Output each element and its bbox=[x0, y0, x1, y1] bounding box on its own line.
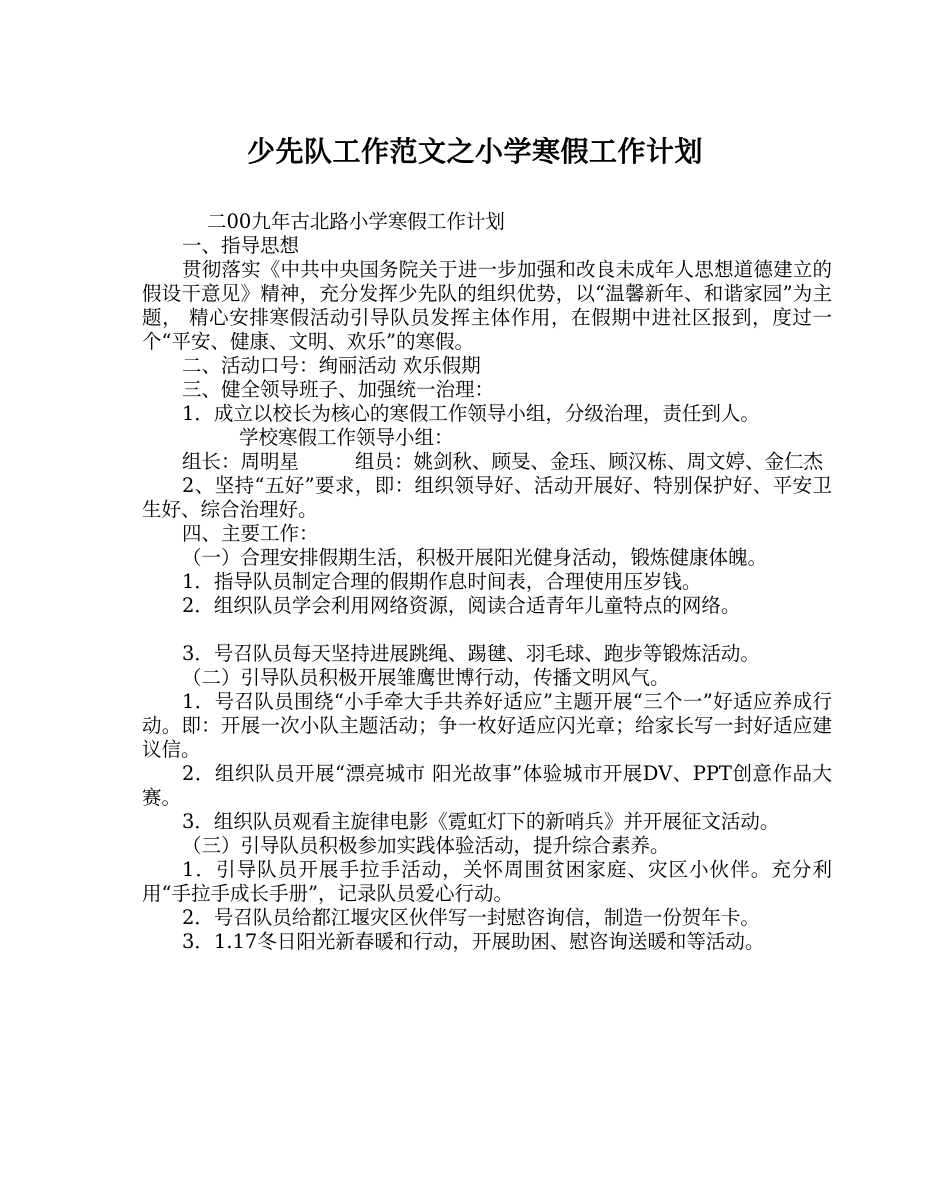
paragraph: 1．成立以校长为核心的寒假工作领导小组，分级治理，责任到人。 bbox=[182, 402, 760, 425]
paragraph: 1．号召队员围绕“小手牵大手共养好适应”主题开展“三个一”好适应养成行动。即：开展一次小队主题活动；争一枚好适应闪光章；给家长写一封好适应建议信。 bbox=[142, 690, 832, 761]
section-heading: 三、健全领导班子、加强统一治理： bbox=[182, 378, 495, 401]
paragraph: 3．号召队员每天坚持进展跳绳、踢毽、羽毛球、跑步等锻炼活动。 bbox=[182, 642, 760, 665]
paragraph: 学校寒假工作领导小组： bbox=[239, 426, 454, 449]
section-heading: 四、主要工作： bbox=[182, 522, 319, 545]
paragraph: （二）引导队员积极开展雏鹰世博行动，传播文明风气。 bbox=[182, 666, 670, 689]
paragraph: 1．引导队员开展手拉手活动，关怀周围贫困家庭、灾区小伙伴。充分利用“手拉手成长手册”，记录队员爱心行动。 bbox=[142, 858, 832, 905]
document-body bbox=[142, 210, 832, 954]
paragraph: 贯彻落实《中共中央国务院关于进一步加强和改良未成年人思想道德建立的假设干意见》精神，充分发挥少先队的组织优势，以“温馨新年、和谐家园”为主题， 精心安排寒假活动引导队员发挥主体作用，在假期中进社区报到，度过一个“平安、健康、文明、欢乐”的寒假。 bbox=[142, 258, 832, 353]
paragraph: 1．指导队员制定合理的假期作息时间表，合理使用压岁钱。 bbox=[182, 570, 702, 593]
paragraph: （三）引导队员积极参加实践体验活动，提升综合素养。 bbox=[182, 834, 670, 857]
paragraph: 2、坚持“五好”要求，即：组织领导好、活动开展好、特别保护好、平安卫生好、综合治理好。 bbox=[142, 474, 832, 521]
document-title: 少先队工作范文之小学寒假工作计划 bbox=[246, 135, 703, 168]
plan-subtitle: 二00九年古北路小学寒假工作计划 bbox=[207, 210, 505, 233]
paragraph: 3．组织队员观看主旋律电影《霓虹灯下的新哨兵》并开展征文活动。 bbox=[182, 810, 780, 833]
leader-name: 组长：周明星 bbox=[182, 450, 300, 473]
paragraph: 2．组织队员开展“漂亮城市 阳光故事”体验城市开展DV、PPT创意作品大赛。 bbox=[142, 762, 832, 809]
member-names: 组员：姚剑秋、顾旻、金珏、顾汉栋、周文婷、金仁杰 bbox=[355, 450, 824, 473]
paragraph: 3．1.17冬日阳光新春暖和行动，开展助困、慰咨询送暖和等活动。 bbox=[182, 930, 765, 953]
paragraph: 2．号召队员给都江堰灾区伙伴写一封慰咨询信，制造一份贺年卡。 bbox=[182, 906, 760, 929]
section-heading: 一、指导思想 bbox=[182, 234, 300, 257]
paragraph: 2．组织队员学会利用网络资源，阅读合适青年儿童特点的网络。 bbox=[182, 594, 741, 617]
paragraph: （一）合理安排假期生活，积极开展阳光健身活动，锻炼健康体魄。 bbox=[182, 546, 768, 569]
blank-line bbox=[142, 618, 832, 642]
leader-line bbox=[142, 450, 832, 474]
section-heading: 二、活动口号：绚丽活动 欢乐假期 bbox=[182, 354, 481, 377]
